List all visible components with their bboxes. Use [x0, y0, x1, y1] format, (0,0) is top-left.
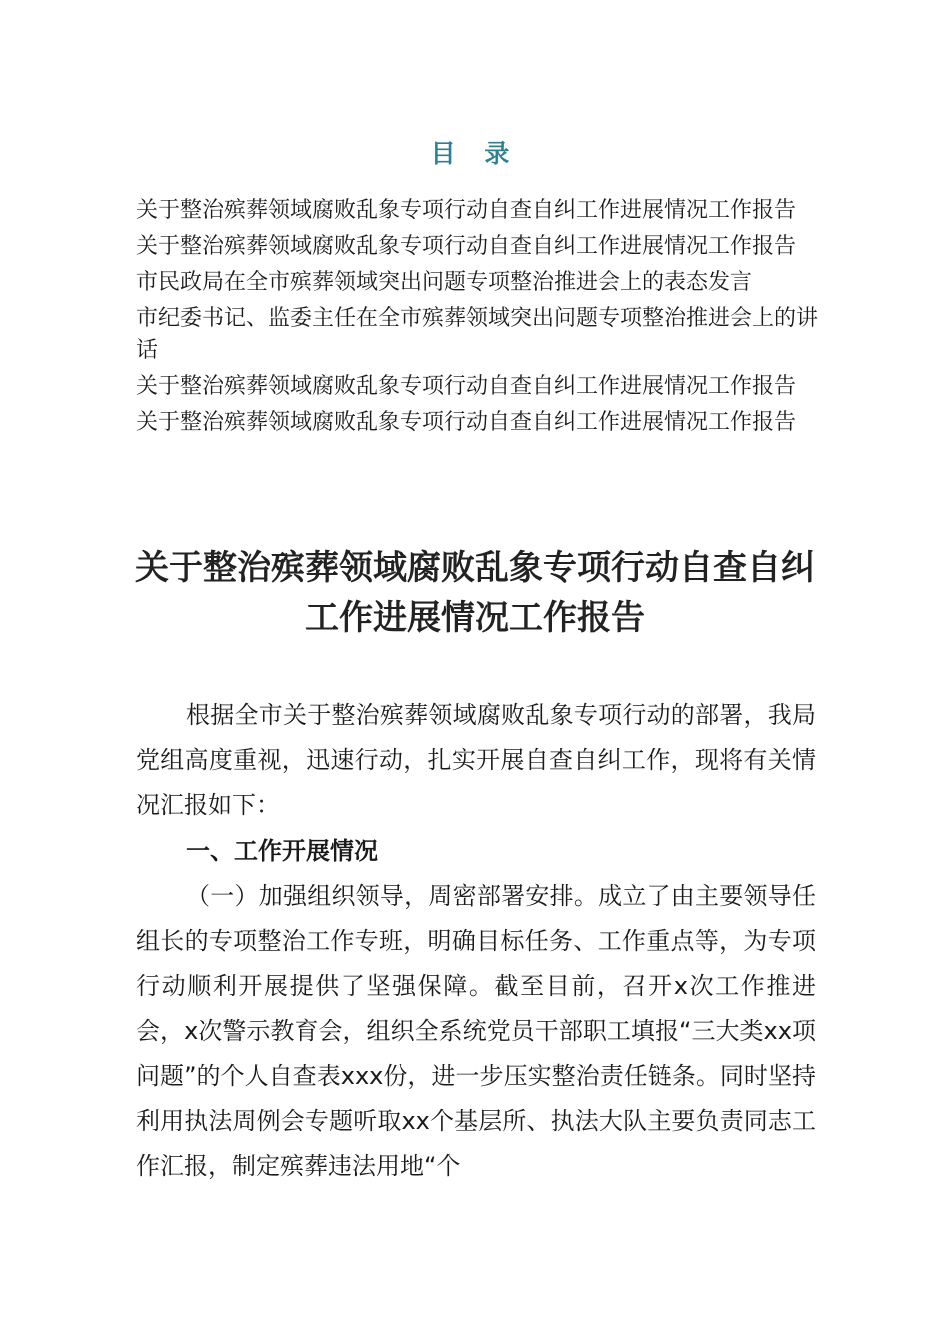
toc-heading: 目 录: [430, 139, 520, 168]
toc-list: [136, 195, 826, 443]
section-heading: 一、工作开展情况: [186, 837, 378, 865]
toc-item[interactable]: 关于整治殡葬领域腐败乱象专项行动自查自纠工作进展情况工作报告: [136, 198, 797, 223]
toc-item[interactable]: 关于整治殡葬领域腐败乱象专项行动自查自纠工作进展情况工作报告: [136, 234, 797, 259]
toc-item[interactable]: 市民政局在全市殡葬领域突出问题专项整治推进会上的表态发言: [136, 270, 753, 295]
document-title: 关于整治殡葬领域腐败乱象专项行动自查自纠工作进展情况工作报告: [135, 548, 815, 638]
toc-item[interactable]: 市纪委书记、监委主任在全市殡葬领域突出问题专项整治推进会上的讲话: [136, 306, 819, 363]
intro-paragraph: 根据全市关于整治殡葬领域腐败乱象专项行动的部署，我局党组高度重视，迅速行动，扎实开展自查自纠工作，现将有关情况汇报如下：: [136, 701, 816, 819]
toc-item[interactable]: 关于整治殡葬领域腐败乱象专项行动自查自纠工作进展情况工作报告: [136, 410, 797, 435]
toc-item[interactable]: 关于整治殡葬领域腐败乱象专项行动自查自纠工作进展情况工作报告: [136, 374, 797, 399]
body-paragraph: （一）加强组织领导，周密部署安排。成立了由主要领导任组长的专项整治工作专班，明确目标任务、工作重点等，为专项行动顺利开展提供了坚强保障。截至目前，召开x次工作推进会，x次警示教育会，组织全系统党员干部职工填报“三大类xx项问题”的个人自查表xxx份，进一步压实整治责任链条。同时坚持利用执法周例会专题听取xx个基层所、执法大队主要负责同志工作汇报，制定殡葬违法用地“个: [136, 882, 816, 1180]
